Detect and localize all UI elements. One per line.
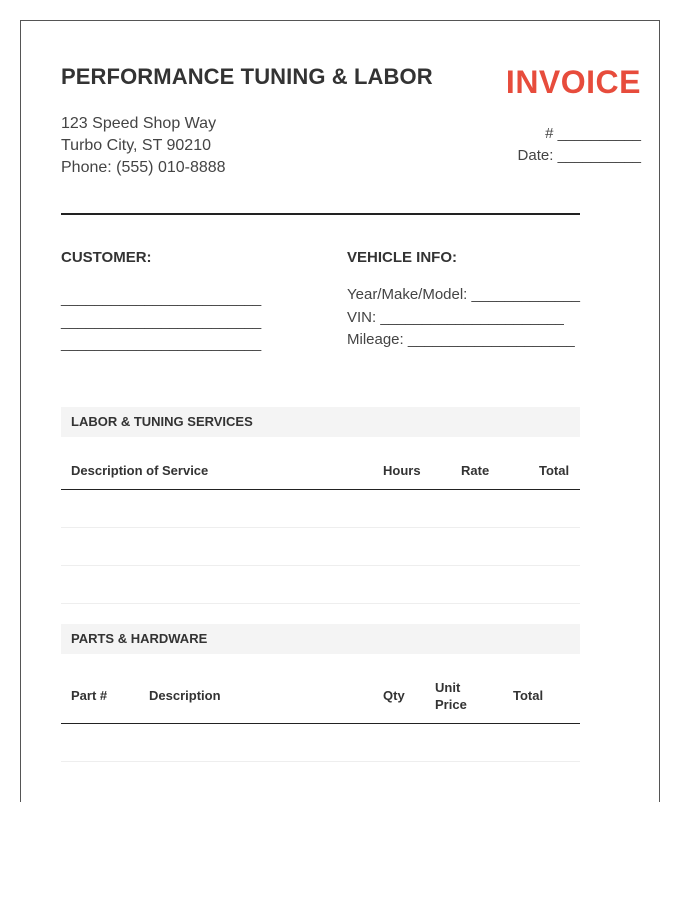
vehicle-vin-field: VIN: ______________________: [347, 308, 564, 326]
labor-col-rate: Rate: [461, 463, 490, 478]
customer-heading: CUSTOMER:: [61, 249, 152, 266]
invoice-date-field: Date: __________: [517, 147, 641, 164]
company-address: [61, 113, 226, 179]
invoice-title: INVOICE: [505, 64, 641, 100]
header-divider: [61, 213, 580, 215]
parts-col-total: Total: [513, 688, 544, 703]
labor-row-divider: [61, 565, 580, 566]
labor-row-divider: [61, 603, 580, 604]
customer-lines: [61, 288, 261, 356]
parts-header-rule: [61, 723, 580, 724]
vehicle-heading: VEHICLE INFO:: [347, 249, 458, 266]
customer-line-2: ________________________: [61, 312, 262, 330]
company-phone: Phone: (555) 010-8888: [61, 159, 226, 176]
labor-col-total: Total: [539, 463, 570, 478]
parts-col-part-number: Part #: [71, 688, 108, 703]
labor-header-rule: [61, 489, 580, 490]
parts-col-price: Price: [435, 697, 467, 712]
labor-row-divider: [61, 527, 580, 528]
customer-line-1: ________________________: [61, 290, 262, 307]
address-line-1: 123 Speed Shop Way: [61, 115, 217, 132]
labor-col-description: Description of Service: [71, 463, 209, 478]
vehicle-lines: [347, 284, 580, 352]
invoice-number-field: # __________: [545, 125, 641, 142]
customer-line-3: ________________________: [61, 335, 262, 352]
labor-section-heading: LABOR & TUNING SERVICES: [61, 407, 580, 437]
labor-col-hours: Hours: [383, 463, 421, 478]
parts-row-divider: [61, 761, 580, 762]
parts-col-description: Description: [149, 688, 221, 703]
company-name: PERFORMANCE TUNING & LABOR: [61, 64, 433, 89]
address-line-2: Turbo City, ST 90210: [61, 137, 211, 154]
vehicle-ymm-field: Year/Make/Model: _____________: [347, 286, 580, 303]
invoice-meta: [518, 123, 641, 167]
parts-col-qty: Qty: [383, 688, 405, 703]
parts-col-unit: Unit: [435, 680, 461, 695]
parts-section-heading: PARTS & HARDWARE: [61, 624, 580, 654]
vehicle-mileage-field: Mileage: ____________________: [347, 331, 575, 348]
